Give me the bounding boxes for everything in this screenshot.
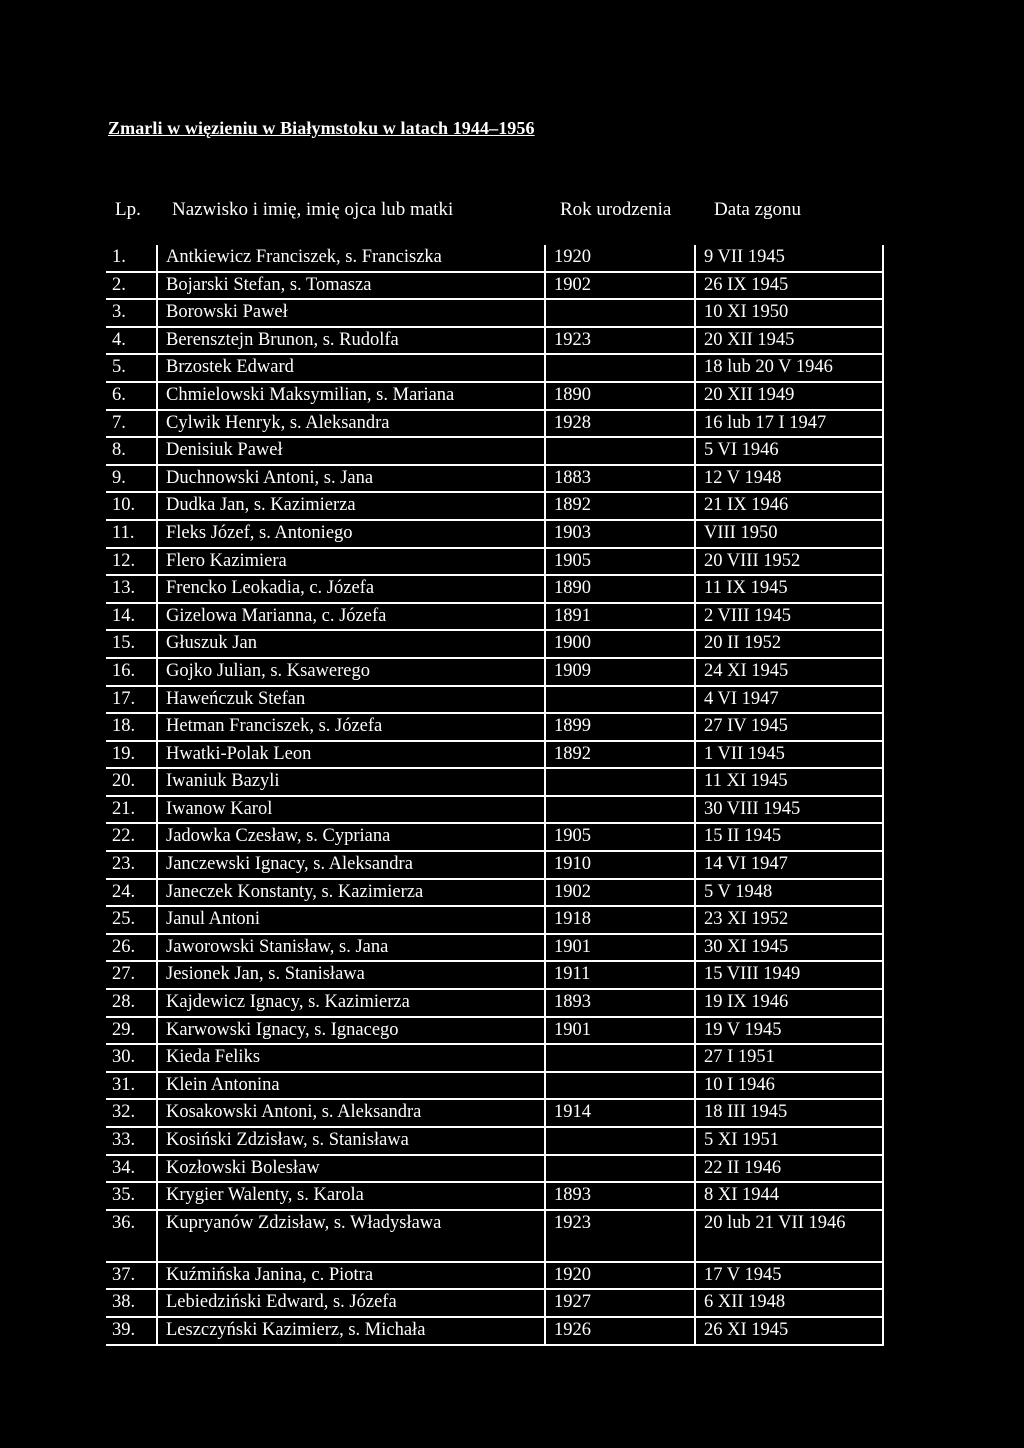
death-date: 20 XII 1949 (695, 382, 883, 410)
row-number: 2. (106, 272, 157, 300)
death-date: 19 IX 1946 (695, 989, 883, 1017)
row-number: 6. (106, 382, 157, 410)
row-number: 20. (106, 768, 157, 796)
death-date: 26 IX 1945 (695, 272, 883, 300)
table-row (106, 961, 883, 989)
person-name: Berensztejn Brunon, s. Rudolfa (157, 327, 545, 355)
row-number: 37. (106, 1262, 157, 1290)
table-row (106, 299, 883, 327)
death-date: 15 VIII 1949 (695, 961, 883, 989)
table-row (106, 245, 883, 272)
person-name: Iwanow Karol (157, 796, 545, 824)
person-name: Janul Antoni (157, 906, 545, 934)
table-row (106, 492, 883, 520)
person-name: Frencko Leokadia, c. Józefa (157, 575, 545, 603)
birth-year: 1923 (545, 327, 695, 355)
birth-year: 1909 (545, 658, 695, 686)
death-date: 18 III 1945 (695, 1099, 883, 1127)
person-name: Głuszuk Jan (157, 630, 545, 658)
person-name: Bojarski Stefan, s. Tomasza (157, 272, 545, 300)
header-death-date: Data zgonu (714, 199, 802, 220)
table-row (106, 1155, 883, 1183)
death-date: 30 VIII 1945 (695, 796, 883, 824)
death-date: 5 VI 1946 (695, 437, 883, 465)
deaths-table (106, 245, 884, 1346)
row-number: 11. (106, 520, 157, 548)
table-row (106, 1127, 883, 1155)
header-name: Nazwisko i imię, imię ojca lub matki (172, 199, 454, 220)
table-row (106, 1317, 883, 1345)
row-number: 1. (106, 245, 157, 272)
person-name: Kosiński Zdzisław, s. Stanisława (157, 1127, 545, 1155)
person-name: Jesionek Jan, s. Stanisława (157, 961, 545, 989)
death-date: VIII 1950 (695, 520, 883, 548)
person-name: Jaworowski Stanisław, s. Jana (157, 934, 545, 962)
person-name: Denisiuk Paweł (157, 437, 545, 465)
table-row (106, 575, 883, 603)
death-date: 17 V 1945 (695, 1262, 883, 1290)
table-row (106, 1099, 883, 1127)
birth-year (545, 796, 695, 824)
death-date: 30 XI 1945 (695, 934, 883, 962)
row-number: 13. (106, 575, 157, 603)
birth-year: 1905 (545, 823, 695, 851)
birth-year: 1910 (545, 851, 695, 879)
death-date: 8 XI 1944 (695, 1182, 883, 1210)
death-date: 20 lub 21 VII 1946 (695, 1210, 883, 1262)
person-name: Kosakowski Antoni, s. Aleksandra (157, 1099, 545, 1127)
document-title: Zmarli w więzieniu w Białymstoku w latach 1944–1956 (108, 118, 535, 138)
person-name: Gojko Julian, s. Ksawerego (157, 658, 545, 686)
row-number: 5. (106, 354, 157, 382)
birth-year: 1899 (545, 713, 695, 741)
row-number: 7. (106, 410, 157, 438)
birth-year (545, 1072, 695, 1100)
death-date: 1 VII 1945 (695, 741, 883, 769)
person-name: Karwowski Ignacy, s. Ignacego (157, 1017, 545, 1045)
header-birth-year (560, 196, 680, 223)
person-name: Kuźmińska Janina, c. Piotra (157, 1262, 545, 1290)
person-name: Kieda Feliks (157, 1044, 545, 1072)
death-date: 16 lub 17 I 1947 (695, 410, 883, 438)
death-date: 20 II 1952 (695, 630, 883, 658)
row-number: 38. (106, 1289, 157, 1317)
death-date: 6 XII 1948 (695, 1289, 883, 1317)
death-date: 4 VI 1947 (695, 686, 883, 714)
table-row (106, 1210, 883, 1262)
table-row (106, 1262, 883, 1290)
table-row (106, 327, 883, 355)
person-name: Hetman Franciszek, s. Józefa (157, 713, 545, 741)
birth-year: 1926 (545, 1317, 695, 1345)
row-number: 24. (106, 879, 157, 907)
deaths-table-body (106, 245, 883, 1345)
row-number: 22. (106, 823, 157, 851)
table-row (106, 1289, 883, 1317)
table-row (106, 1044, 883, 1072)
person-name: Kajdewicz Ignacy, s. Kazimierza (157, 989, 545, 1017)
row-number: 32. (106, 1099, 157, 1127)
death-date: 10 I 1946 (695, 1072, 883, 1100)
row-number: 8. (106, 437, 157, 465)
birth-year: 1914 (545, 1099, 695, 1127)
birth-year (545, 1044, 695, 1072)
death-date: 5 V 1948 (695, 879, 883, 907)
person-name: Duchnowski Antoni, s. Jana (157, 465, 545, 493)
table-row (106, 1017, 883, 1045)
table-row (106, 658, 883, 686)
table-row (106, 989, 883, 1017)
death-date: 27 IV 1945 (695, 713, 883, 741)
birth-year (545, 354, 695, 382)
birth-year: 1920 (545, 1262, 695, 1290)
birth-year: 1883 (545, 465, 695, 493)
birth-year (545, 1127, 695, 1155)
death-date: 24 XI 1945 (695, 658, 883, 686)
person-name: Jadowka Czesław, s. Cypriana (157, 823, 545, 851)
table-row (106, 686, 883, 714)
table-row (106, 851, 883, 879)
row-number: 33. (106, 1127, 157, 1155)
header-lp: Lp. (115, 199, 141, 220)
birth-year: 1903 (545, 520, 695, 548)
table-row (106, 630, 883, 658)
death-date: 20 XII 1945 (695, 327, 883, 355)
birth-year (545, 437, 695, 465)
person-name: Klein Antonina (157, 1072, 545, 1100)
death-date: 12 V 1948 (695, 465, 883, 493)
row-number: 9. (106, 465, 157, 493)
birth-year: 1902 (545, 879, 695, 907)
death-date: 5 XI 1951 (695, 1127, 883, 1155)
birth-year: 1902 (545, 272, 695, 300)
table-row (106, 796, 883, 824)
table-row (106, 1182, 883, 1210)
row-number: 19. (106, 741, 157, 769)
birth-year: 1900 (545, 630, 695, 658)
death-date: 9 VII 1945 (695, 245, 883, 272)
row-number: 17. (106, 686, 157, 714)
birth-year (545, 686, 695, 714)
person-name: Flero Kazimiera (157, 548, 545, 576)
death-date: 18 lub 20 V 1946 (695, 354, 883, 382)
birth-year: 1905 (545, 548, 695, 576)
birth-year (545, 1155, 695, 1183)
row-number: 29. (106, 1017, 157, 1045)
row-number: 15. (106, 630, 157, 658)
death-date: 26 XI 1945 (695, 1317, 883, 1345)
row-number: 35. (106, 1182, 157, 1210)
death-date: 20 VIII 1952 (695, 548, 883, 576)
death-date: 23 XI 1952 (695, 906, 883, 934)
death-date: 19 V 1945 (695, 1017, 883, 1045)
birth-year: 1891 (545, 603, 695, 631)
table-row (106, 354, 883, 382)
row-number: 25. (106, 906, 157, 934)
death-date: 27 I 1951 (695, 1044, 883, 1072)
death-date: 15 II 1945 (695, 823, 883, 851)
person-name: Krygier Walenty, s. Karola (157, 1182, 545, 1210)
table-row (106, 437, 883, 465)
person-name: Chmielowski Maksymilian, s. Mariana (157, 382, 545, 410)
row-number: 4. (106, 327, 157, 355)
birth-year: 1927 (545, 1289, 695, 1317)
person-name: Gizelowa Marianna, c. Józefa (157, 603, 545, 631)
birth-year: 1901 (545, 934, 695, 962)
table-row (106, 272, 883, 300)
death-date: 11 XI 1945 (695, 768, 883, 796)
row-number: 39. (106, 1317, 157, 1345)
row-number: 16. (106, 658, 157, 686)
table-row (106, 410, 883, 438)
table-row (106, 823, 883, 851)
row-number: 30. (106, 1044, 157, 1072)
table-row (106, 465, 883, 493)
birth-year: 1911 (545, 961, 695, 989)
birth-year: 1928 (545, 410, 695, 438)
death-date: 21 IX 1946 (695, 492, 883, 520)
row-number: 10. (106, 492, 157, 520)
birth-year: 1923 (545, 1210, 695, 1262)
birth-year: 1920 (545, 245, 695, 272)
birth-year: 1892 (545, 492, 695, 520)
person-name: Lebiedziński Edward, s. Józefa (157, 1289, 545, 1317)
table-row (106, 382, 883, 410)
row-number: 27. (106, 961, 157, 989)
birth-year (545, 299, 695, 327)
death-date: 11 IX 1945 (695, 575, 883, 603)
death-date: 22 II 1946 (695, 1155, 883, 1183)
row-number: 21. (106, 796, 157, 824)
row-number: 3. (106, 299, 157, 327)
table-row (106, 713, 883, 741)
person-name: Brzostek Edward (157, 354, 545, 382)
person-name: Fleks Józef, s. Antoniego (157, 520, 545, 548)
death-date: 2 VIII 1945 (695, 603, 883, 631)
table-row (106, 1072, 883, 1100)
row-number: 23. (106, 851, 157, 879)
row-number: 34. (106, 1155, 157, 1183)
table-row (106, 520, 883, 548)
birth-year: 1901 (545, 1017, 695, 1045)
person-name: Kozłowski Bolesław (157, 1155, 545, 1183)
table-row (106, 934, 883, 962)
birth-year: 1918 (545, 906, 695, 934)
birth-year: 1890 (545, 382, 695, 410)
table-row (106, 879, 883, 907)
row-number: 14. (106, 603, 157, 631)
person-name: Janczewski Ignacy, s. Aleksandra (157, 851, 545, 879)
row-number: 31. (106, 1072, 157, 1100)
row-number: 26. (106, 934, 157, 962)
birth-year: 1890 (545, 575, 695, 603)
death-date: 10 XI 1950 (695, 299, 883, 327)
row-number: 18. (106, 713, 157, 741)
row-number: 36. (106, 1210, 157, 1262)
birth-year: 1893 (545, 989, 695, 1017)
person-name: Leszczyński Kazimierz, s. Michała (157, 1317, 545, 1345)
row-number: 12. (106, 548, 157, 576)
table-row (106, 548, 883, 576)
header-birth-year-text: Rok urodzenia (560, 199, 672, 220)
birth-year: 1893 (545, 1182, 695, 1210)
death-date: 14 VI 1947 (695, 851, 883, 879)
birth-year (545, 768, 695, 796)
table-row (106, 906, 883, 934)
person-name: Hwatki-Polak Leon (157, 741, 545, 769)
person-name: Iwaniuk Bazyli (157, 768, 545, 796)
person-name: Haweńczuk Stefan (157, 686, 545, 714)
birth-year: 1892 (545, 741, 695, 769)
person-name: Janeczek Konstanty, s. Kazimierza (157, 879, 545, 907)
person-name: Antkiewicz Franciszek, s. Franciszka (157, 245, 545, 272)
table-row (106, 768, 883, 796)
person-name: Cylwik Henryk, s. Aleksandra (157, 410, 545, 438)
person-name: Kupryanów Zdzisław, s. Władysława (157, 1210, 545, 1262)
table-row (106, 741, 883, 769)
person-name: Dudka Jan, s. Kazimierza (157, 492, 545, 520)
table-row (106, 603, 883, 631)
row-number: 28. (106, 989, 157, 1017)
person-name: Borowski Paweł (157, 299, 545, 327)
